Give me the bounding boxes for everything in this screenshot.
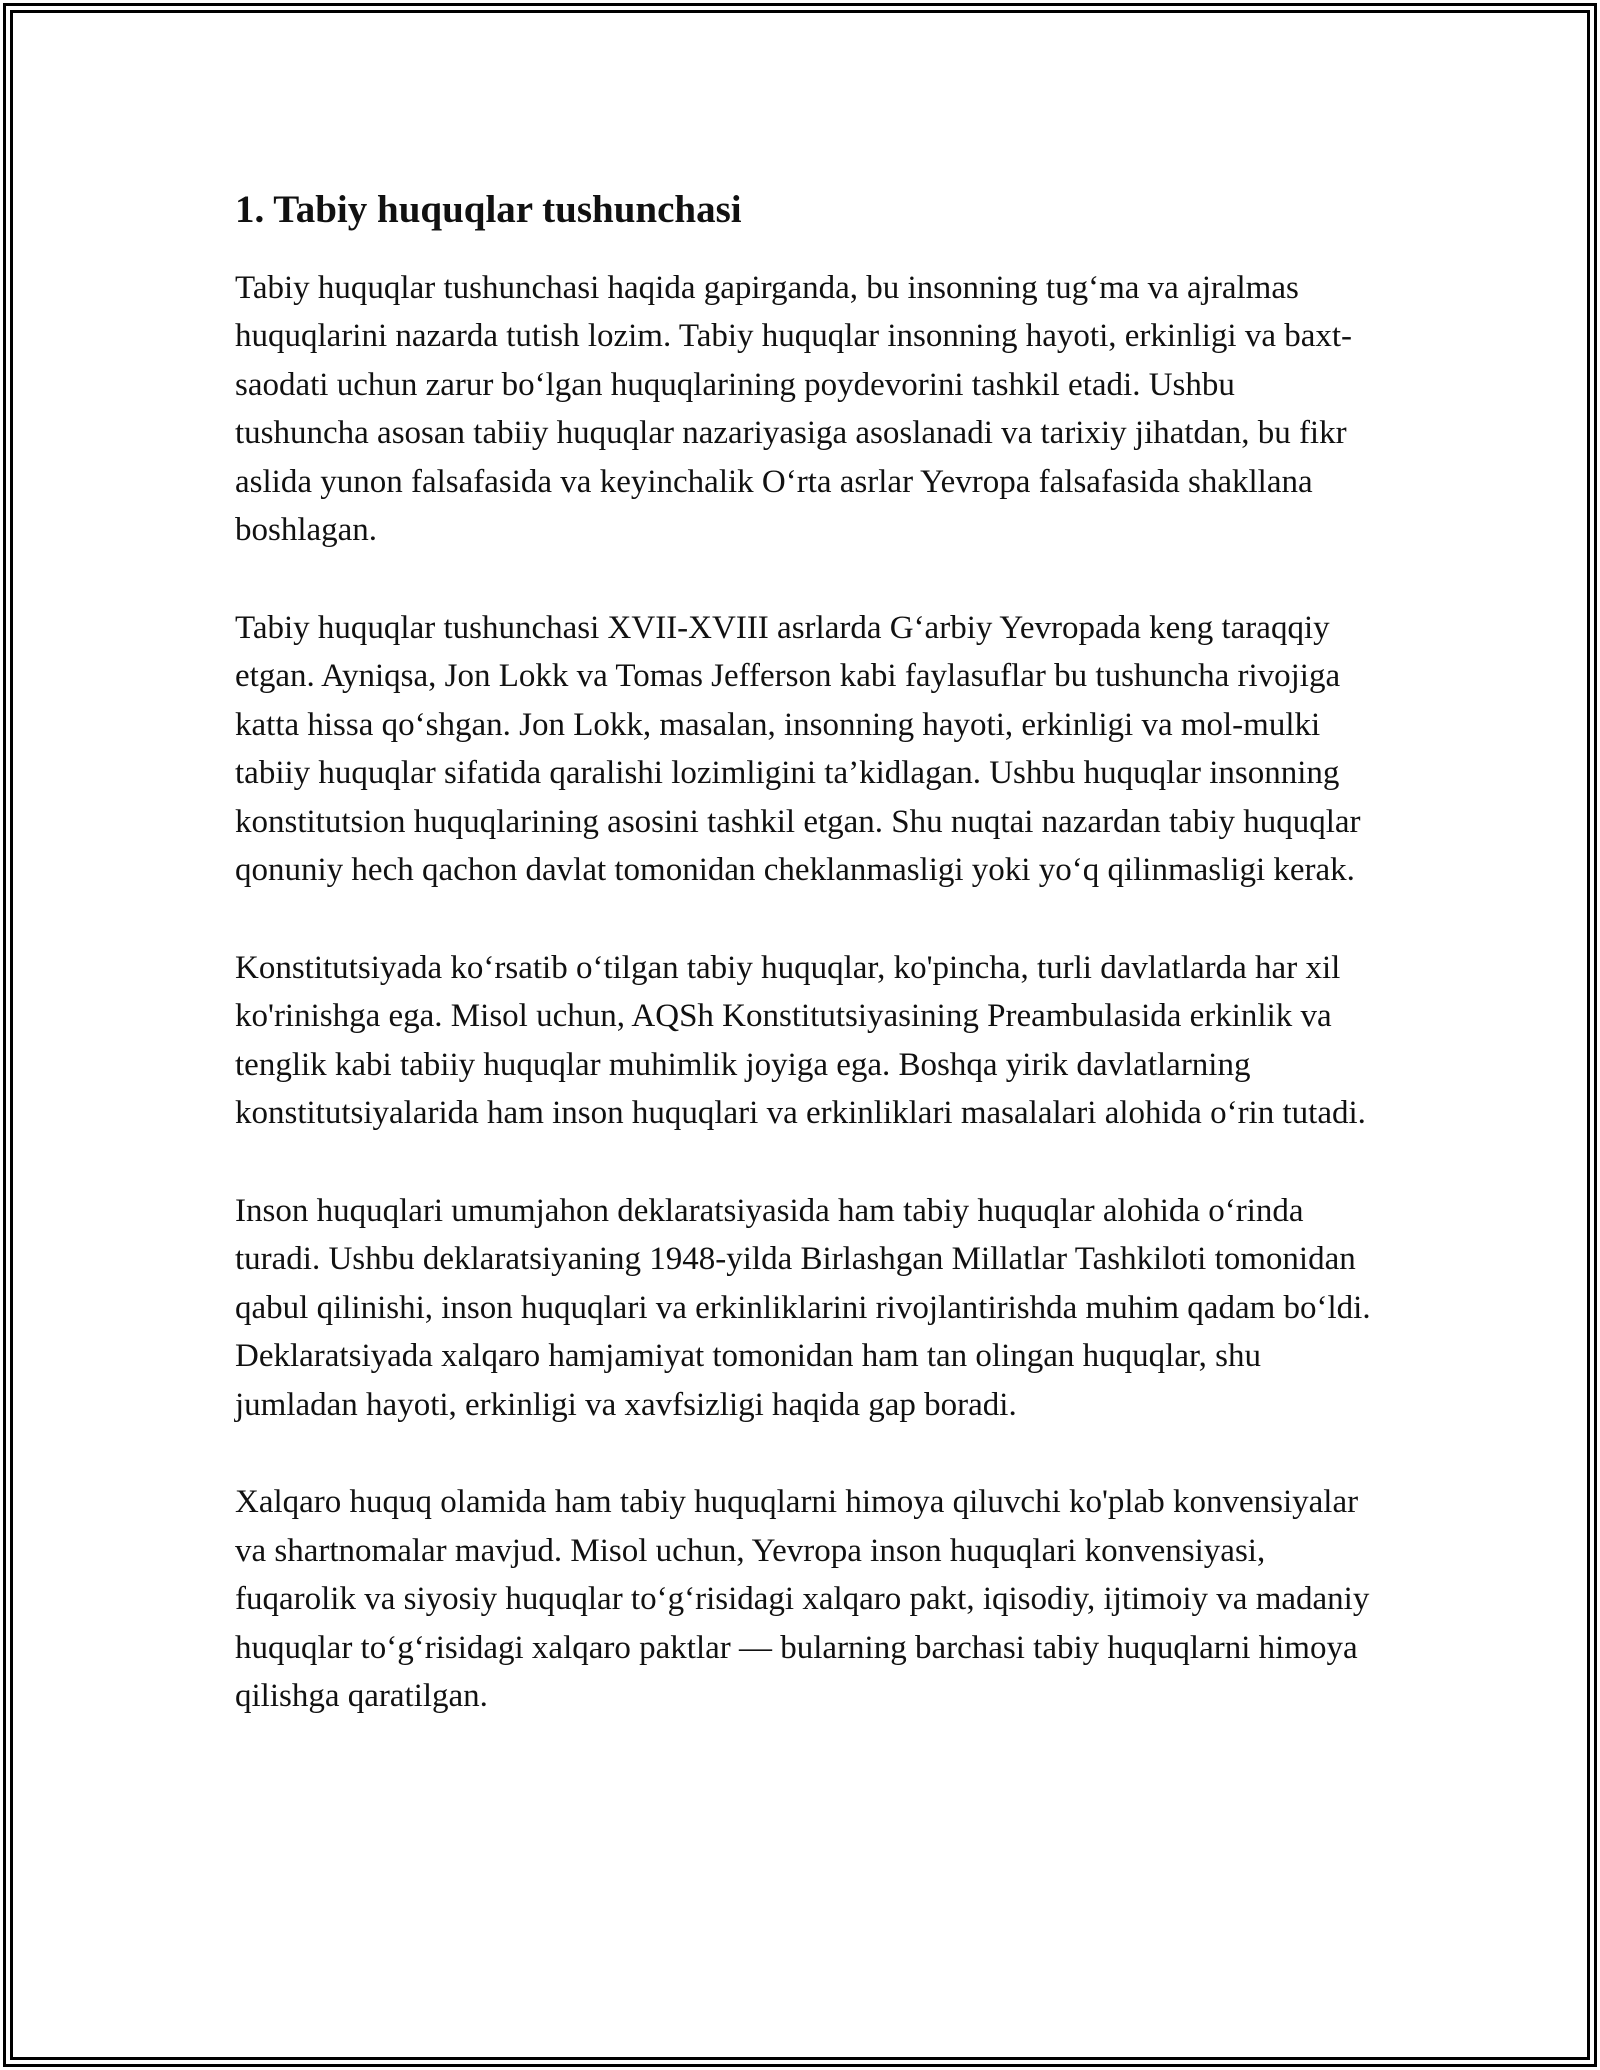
paragraph-4: Inson huquqlari umumjahon deklaratsiyasida ham tabiy huquqlar alohida o‘rinda turadi. Ushbu deklaratsiyaning 1948-yilda Birlashgan Millatlar Tashkiloti tomonidan qabul qilinishi, inson huquqlari va erkinliklarini rivojlantirishda muhim qadam bo‘ldi. Deklaratsiyada xalqaro hamjamiyat tomonidan ham tan olingan huquqlar, shu jumladan hayoti, erkinligi va xavfsizligi haqida gap boradi. <box>235 1192 1371 1423</box>
paragraph-5: Xalqaro huquq olamida ham tabiy huquqlarni himoya qiluvchi ko'plab konvensiyalar va shartnomalar mavjud. Misol uchun, Yevropa inson huquqlari konvensiyasi, fuqarolik va siyosiy huquqlar to‘g‘risidagi xalqaro pakt, iqisodiy, ijtimoiy va madaniy huquqlar to‘g‘risidagi xalqaro paktlar — bularning barchasi tabiy huquqlarni himoya qilishga qaratilgan. <box>235 1484 1370 1715</box>
paragraph-2: Tabiy huquqlar tushunchasi XVII-XVIII asrlarda G‘arbiy Yevropada keng taraqqiy etgan. Ayniqsa, Jon Lokk va Tomas Jefferson kabi faylasuflar bu tushuncha rivojiga katta hissa qo‘shgan. Jon Lokk, masalan, insonning hayoti, erkinligi va mol-mulki tabiiy huquqlar sifatida qaralishi lozimligini ta’kidlagan. Ushbu huquqlar insonning konstitutsion huquqlarining asosini tashkil etgan. Shu nuqtai nazardan tabiy huquqlar qonuniy hech qachon davlat tomonidan cheklanmasligi yoki yo‘q qilinmasligi kerak. <box>235 609 1361 889</box>
paragraph-3: Konstitutsiyada ko‘rsatib o‘tilgan tabiy huquqlar, ko'pincha, turli davlatlarda har xil ko'rinishga ega. Misol uchun, AQSh Konstitutsiyasining Preambulasida erkinlik va tenglik kabi tabiiy huquqlar muhimlik joyiga ega. Boshqa yirik davlatlarning konstitutsiyalarida ham inson huquqlari va erkinliklari masalalari alohida o‘rin tutadi. <box>235 949 1366 1132</box>
document-body <box>235 185 1375 1770</box>
paragraph-1: Tabiy huquqlar tushunchasi haqida gapirganda, bu insonning tug‘ma va ajralmas huquqlarini nazarda tutish lozim. Tabiy huquqlar insonning hayoti, erkinligi va baxt-saodati uchun zarur bo‘lgan huquqlarining poydevorini tashkil etadi. Ushbu tushuncha asosan tabiiy huquqlar nazariyasiga asoslanadi va tarixiy jihatdan, bu fikr aslida yunon falsafasida va keyinchalik O‘rta asrlar Yevropa falsafasida shakllana boshlagan. <box>235 269 1353 549</box>
section-heading: 1. Tabiy huquqlar tushunchasi <box>235 188 742 231</box>
